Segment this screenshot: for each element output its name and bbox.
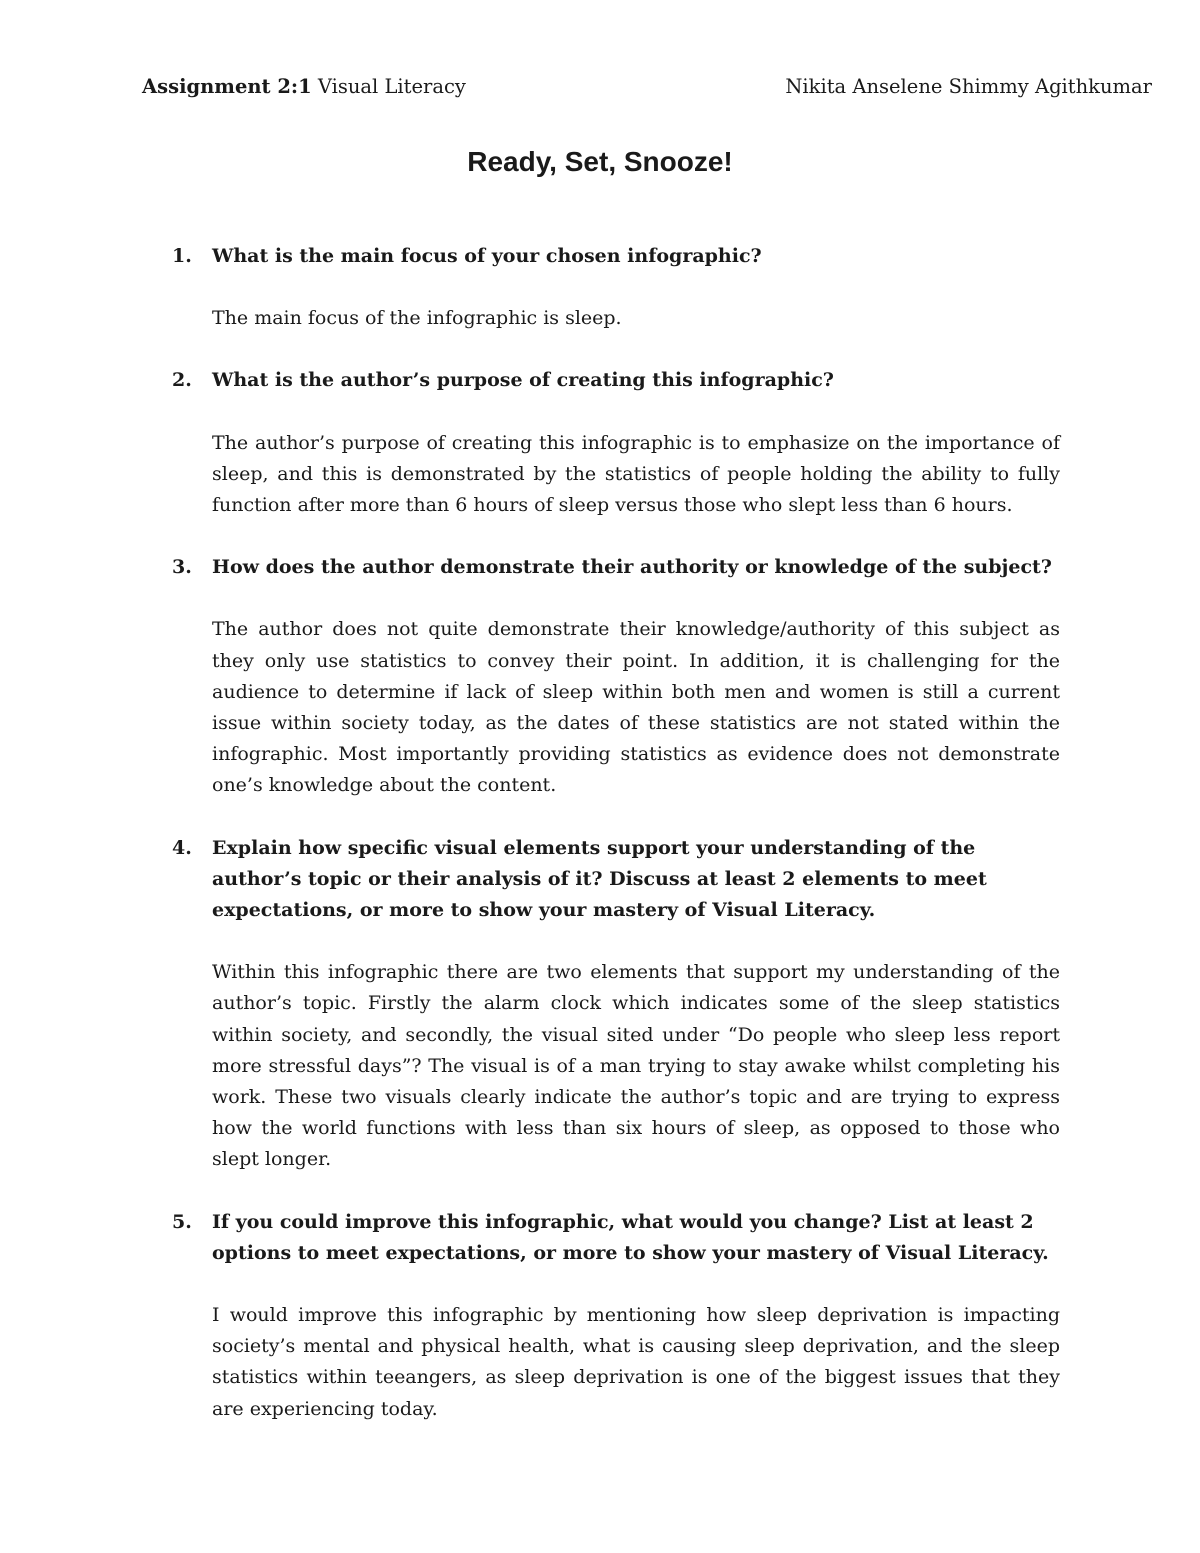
answer-text: I would improve this infographic by mentioning how sleep deprivation is impacting society’s mental and physical health, what is causing sleep deprivation, and the sleep statistics within teeangers, as sleep deprivation is one of the biggest issues that they are experiencing today. — [212, 1304, 1060, 1420]
question-item-2 — [172, 365, 1060, 521]
question-number: 4. — [172, 836, 192, 859]
question-text: Explain how specific visual elements support your understanding of the author’s topic or their analysis of it? Discuss at least 2 elements to meet expectations, or more to show your mastery of Visual Literacy. — [212, 836, 987, 922]
question-heading — [172, 552, 1060, 583]
answer-text: Within this infographic there are two elements that support my understanding of the author’s topic. Firstly the alarm clock which indicates some of the sleep statistics within society, and secondly, the visual sited under “Do people who sleep less report more stressful days”? The visual is of a man trying to stay awake whilst completing his work. These two visuals clearly indicate the author’s topic and are trying to express how the world functions with less than six hours of sleep, as opposed to those who slept longer. — [212, 961, 1060, 1171]
question-item-1 — [172, 241, 1060, 334]
assignment-topic: Visual Literacy — [317, 75, 466, 98]
question-number: 1. — [172, 245, 192, 267]
answer-text: The author’s purpose of creating this infographic is to emphasize on the importance of sleep, and this is demonstrated by the statistics of people holding the ability to fully function after more than 6 hours of sleep versus those who slept less than 6 hours. — [212, 431, 1060, 517]
author-name: Nikita Anselene Shimmy Agithkumar — [785, 75, 1152, 98]
question-item-4 — [172, 833, 1060, 1176]
question-list — [172, 241, 1060, 1456]
question-text: What is the author’s purpose of creating this infographic? — [212, 369, 834, 392]
question-number: 5. — [172, 1210, 192, 1233]
assignment-label: Assignment 2:1 — [142, 75, 312, 98]
question-text: How does the author demonstrate their authority or knowledge of the subject? — [212, 556, 1052, 579]
assignment-heading — [142, 72, 466, 102]
question-heading — [172, 365, 1060, 396]
question-heading — [172, 833, 1060, 927]
answer-text: The author does not quite demonstrate their knowledge/authority of this subject as they only use statistics to convey their point. In addition, it is challenging for the audience to determine if lack of sleep within both men and women is still a current issue within society today, as the dates of these statistics are not stated within the infographic. Most importantly providing statistics as evidence does not demonstrate one’s knowledge about the content. — [212, 618, 1060, 797]
question-text: If you could improve this infographic, what would you change? List at least 2 options to meet expectations, or more to show your mastery of Visual Literacy. — [212, 1210, 1049, 1264]
page-header — [142, 72, 1152, 102]
question-number: 3. — [172, 556, 192, 579]
question-item-5 — [172, 1207, 1060, 1425]
question-heading — [172, 241, 1060, 272]
question-item-3 — [172, 552, 1060, 801]
answer-text: The main focus of the infographic is sleep. — [212, 307, 622, 330]
document-title: Ready, Set, Snooze! — [467, 146, 733, 177]
question-number: 2. — [172, 369, 192, 392]
question-text: What is the main focus of your chosen infographic? — [212, 245, 762, 267]
question-heading — [172, 1207, 1060, 1269]
